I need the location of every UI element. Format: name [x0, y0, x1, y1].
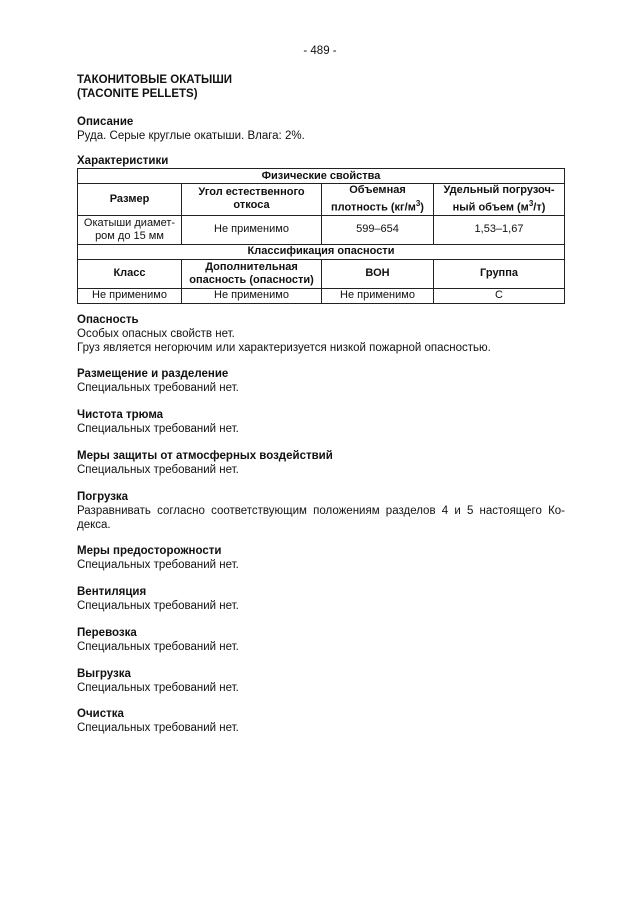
section-carriage [77, 626, 565, 654]
section-text: Специальных требований нет. [77, 464, 239, 476]
col-class: Класс [78, 259, 182, 288]
section-text: Особых опасных свойств нет. [77, 328, 235, 340]
section-clean-up [77, 707, 565, 735]
section-ventilation [77, 585, 565, 613]
section-text: Специальных требований нет. [77, 423, 239, 435]
section-heading: Опасность [77, 314, 139, 326]
hazard-classification-header: Классификация опасности [78, 244, 565, 259]
characteristics-table [77, 168, 565, 304]
section-loading [77, 490, 565, 532]
value-class: Не применимо [78, 288, 182, 303]
section-heading: Чистота трюма [77, 409, 164, 421]
section-text: Специальных требований нет. [77, 382, 239, 394]
value-mhb: Не применимо [322, 288, 434, 303]
cargo-title-ru: ТАКОНИТОВЫЕ ОКАТЫШИ [77, 74, 233, 86]
col-size: Размер [78, 184, 182, 216]
section-text: Специальных требований нет. [77, 641, 239, 653]
section-text: Специальных требований нет. [77, 682, 239, 694]
section-heading: Погрузка [77, 491, 129, 503]
section-heading: Описание [77, 116, 134, 128]
value-stowage-factor: 1,53–1,67 [434, 215, 565, 244]
section-weather-precautions [77, 449, 565, 477]
value-subsidiary-hazard: Не применимо [182, 288, 322, 303]
section-heading: Характеристики [77, 155, 169, 167]
cargo-title [77, 73, 232, 101]
col-mhb: ВОН [322, 259, 434, 288]
section-heading: Перевозка [77, 627, 137, 639]
section-hazard [77, 313, 565, 355]
col-stowage-factor: Удельный погрузоч- ный объем $(м^3/т)$ [434, 184, 565, 216]
section-heading: Меры защиты от атмосферных воздействий [77, 450, 333, 462]
value-bulk-density: 599–654 [322, 215, 434, 244]
section-precautions [77, 544, 565, 572]
col-angle-of-repose: Угол естественного откоса [182, 184, 322, 216]
section-heading: Меры предосторожности [77, 545, 222, 557]
section-text: Руда. Серые круглые окатыши. Влага: 2%. [77, 130, 305, 142]
section-hold-cleanliness [77, 408, 565, 436]
section-characteristics [77, 154, 565, 168]
section-heading: Размещение и разделение [77, 368, 229, 380]
value-angle-of-repose: Не применимо [182, 215, 322, 244]
value-size: Окатыши диамет- ром до 15 мм [78, 215, 182, 244]
section-text: Груз является негорючим или характеризуется низкой пожарной опасностью. [77, 342, 491, 354]
section-stowage-segregation [77, 367, 565, 395]
section-text: Специальных требований нет. [77, 559, 239, 571]
physical-properties-header: Физические свойства [78, 169, 565, 184]
value-group: C [434, 288, 565, 303]
section-description [77, 115, 565, 143]
section-heading: Вентиляция [77, 586, 147, 598]
col-subsidiary-hazard: Дополнительная опасность (опасности) [182, 259, 322, 288]
section-text: Специальных требований нет. [77, 600, 239, 612]
section-heading: Очистка [77, 708, 124, 720]
col-group: Группа [434, 259, 565, 288]
section-heading: Выгрузка [77, 668, 131, 680]
section-text: Разравнивать согласно соответствующим положениям разделов 4 и 5 настоящего Ко-декса. [77, 505, 565, 531]
section-text: Специальных требований нет. [77, 722, 239, 734]
section-discharge [77, 667, 565, 695]
page-number: - 489 - [303, 45, 337, 57]
col-bulk-density: Объемная плотность $(кг/м^3)$ [322, 184, 434, 216]
cargo-title-en: (TACONITE PELLETS) [77, 88, 198, 100]
